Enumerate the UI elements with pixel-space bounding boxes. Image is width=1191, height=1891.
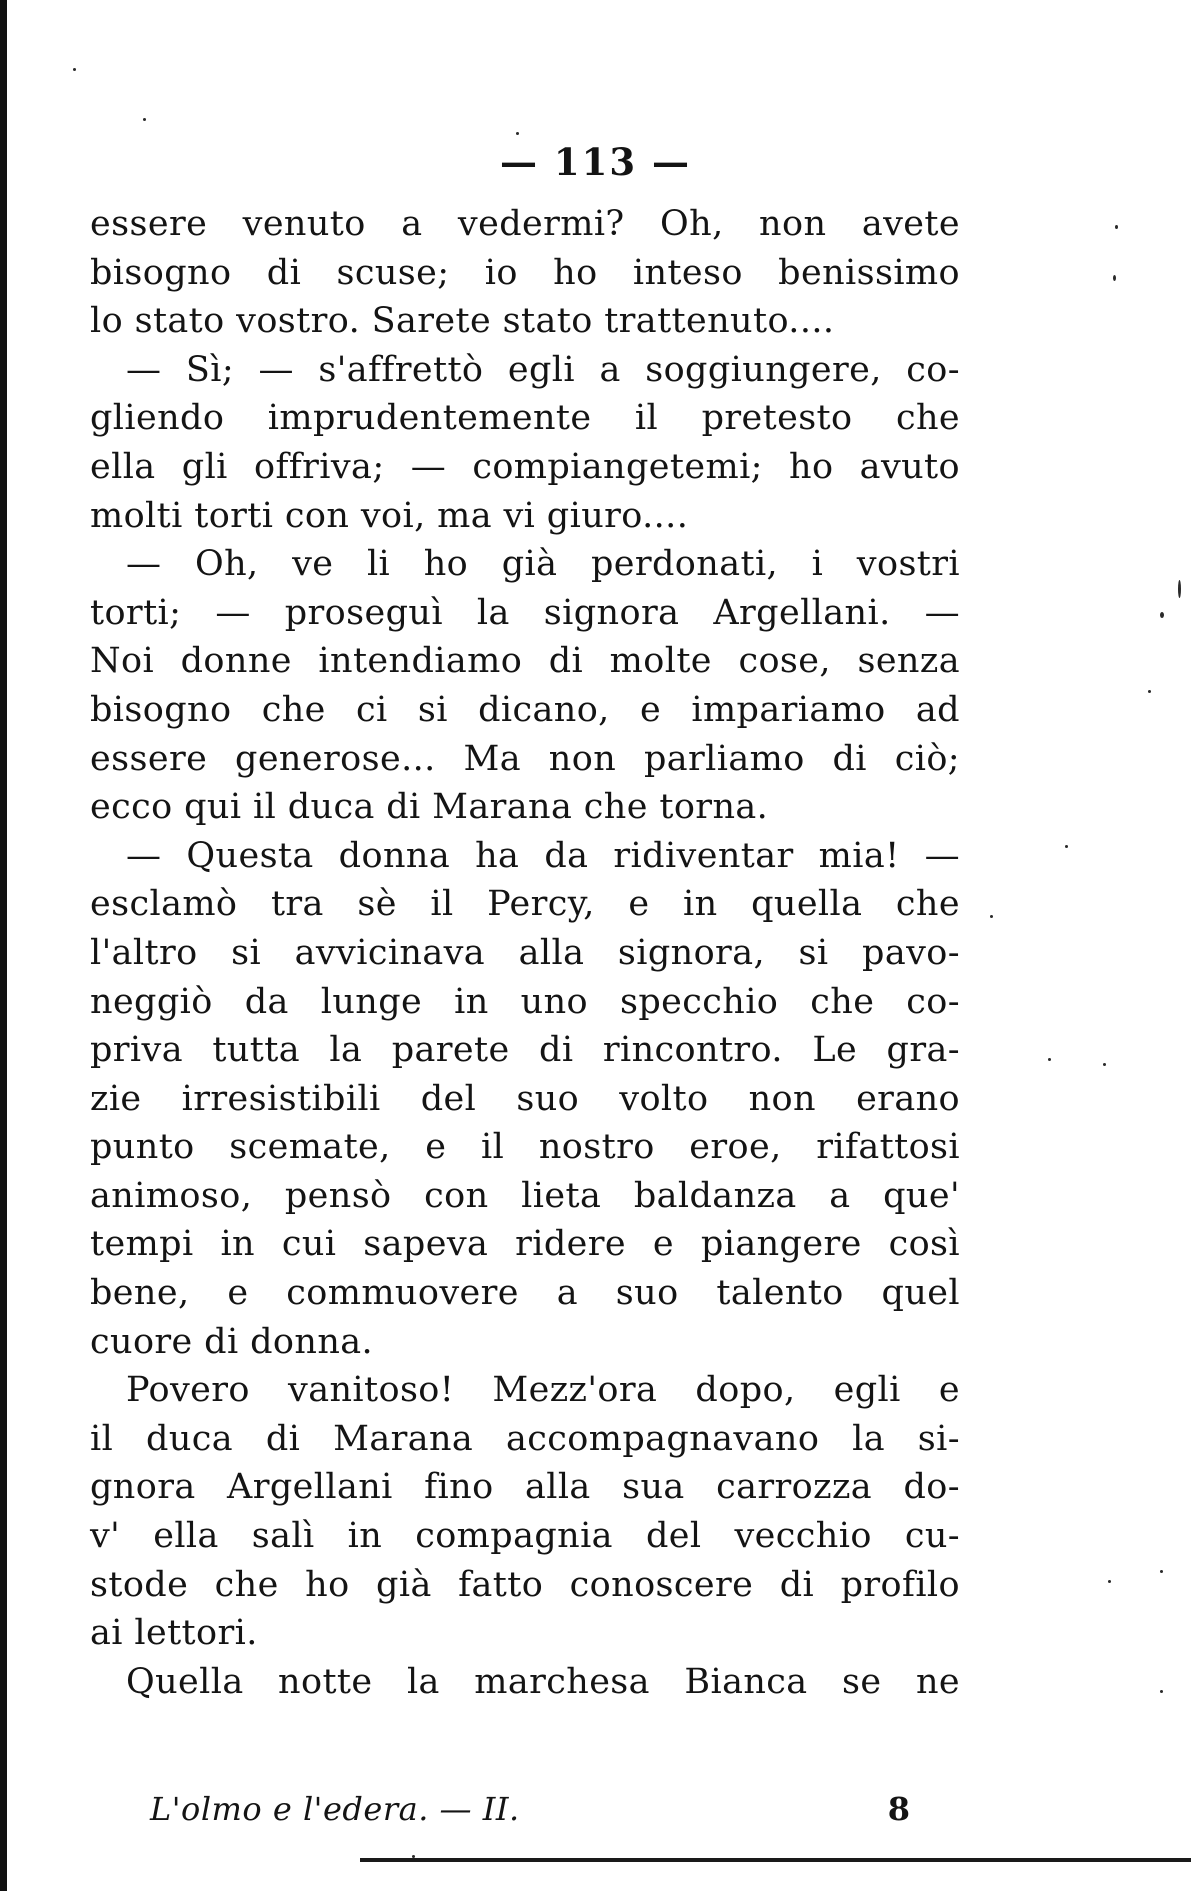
scan-speck	[1048, 1058, 1051, 1061]
scan-speck	[412, 1855, 415, 1858]
page-number	[0, 140, 1191, 184]
text-line: — Questa donna ha da ridiventar mia! —	[126, 835, 960, 876]
text-line: lo stato vostro. Sarete stato trattenuto....	[90, 301, 835, 342]
text-line: ella gli offriva; — compiangetemi; ho avuto	[90, 446, 960, 487]
text-line: Povero vanitoso! Mezz'ora dopo, egli e	[126, 1370, 960, 1411]
text-line: il duca di Marana accompagnavano la si-	[90, 1418, 960, 1459]
bottom-edge-shadow	[360, 1858, 1191, 1862]
scan-speck	[1160, 1570, 1163, 1573]
text-line: gliendo imprudentemente il pretesto che	[90, 398, 960, 439]
scan-speck	[73, 68, 76, 71]
scan-speck	[516, 132, 519, 135]
page-number-text: — 113 —	[500, 140, 691, 184]
footer-signature-mark: 8	[887, 1790, 910, 1828]
text-line: torti; — proseguì la signora Argellani. —	[90, 592, 960, 633]
text-line: gnora Argellani fino alla sua carrozza do-	[90, 1467, 960, 1508]
text-line: animoso, pensò con lieta baldanza a que'	[90, 1175, 960, 1216]
scan-speck	[143, 118, 146, 121]
text-line: bene, e commuovere a suo talento quel	[90, 1273, 960, 1314]
text-line: punto scemate, e il nostro eroe, rifattosi	[90, 1127, 960, 1168]
text-line: essere venuto a vedermi? Oh, non avete	[90, 204, 960, 244]
scan-speck	[1148, 690, 1151, 693]
text-line: zie irresistibili del suo volto non erano	[90, 1078, 960, 1119]
text-line: esclamò tra sè il Percy, e in quella che	[90, 884, 960, 925]
scan-speck	[1160, 612, 1164, 618]
text-line: bisogno di scuse; io ho inteso benissimo	[90, 252, 960, 293]
body-text	[90, 200, 960, 1706]
page-edge-shadow	[0, 0, 7, 1891]
footer-running-title: L'olmo e l'edera. — II.	[150, 1790, 520, 1828]
text-line: tempi in cui sapeva ridere e piangere così	[90, 1224, 960, 1265]
scan-speck	[1160, 1690, 1163, 1693]
scan-speck	[1113, 275, 1116, 281]
text-line: priva tutta la parete di rincontro. Le gra-	[90, 1030, 960, 1071]
text-line: — Oh, ve li ho già perdonati, i vostri	[126, 544, 960, 585]
text-line: neggiò da lunge in uno specchio che co-	[90, 981, 960, 1022]
text-line: stode che ho già fatto conoscere di profilo	[90, 1564, 960, 1605]
text-line: l'altro si avvicinava alla signora, si pavo-	[90, 932, 960, 973]
scan-speck	[1178, 580, 1181, 598]
text-line: — Sì; — s'affrettò egli a soggiungere, co-	[126, 349, 960, 390]
text-line: bisogno che ci si dicano, e impariamo ad	[90, 689, 960, 730]
text-line: Noi donne intendiamo di molte cose, senza	[90, 641, 960, 682]
text-line: v' ella salì in compagnia del vecchio cu-	[90, 1516, 960, 1557]
text-line: molti torti con voi, ma vi giuro....	[90, 495, 689, 536]
text-line: Quella notte la marchesa Bianca se ne	[126, 1661, 960, 1702]
scan-speck	[1103, 1063, 1106, 1066]
text-line: ecco qui il duca di Marana che torna.	[90, 787, 769, 828]
text-line: essere generose... Ma non parliamo di ciò;	[90, 738, 960, 779]
text-line: ai lettori.	[90, 1613, 258, 1654]
text-line: cuore di donna.	[90, 1321, 374, 1362]
scan-speck	[1115, 225, 1118, 229]
scan-speck	[1108, 1580, 1111, 1583]
scan-speck	[990, 915, 993, 918]
scan-speck	[1065, 845, 1068, 848]
page-footer	[150, 1790, 910, 1840]
